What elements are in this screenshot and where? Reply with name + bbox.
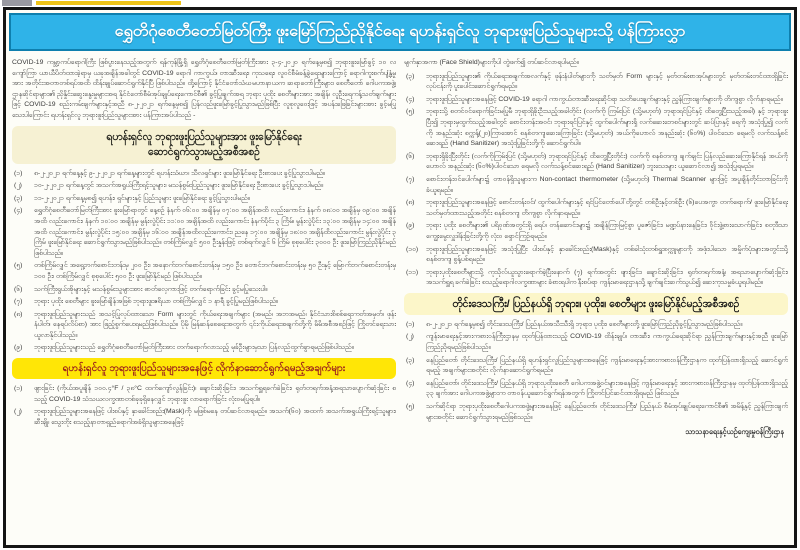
notice-page — [3, 7, 797, 548]
section-header-regions-program: တိုင်းဒေသကြီး/ ပြည်နယ်ရှိ ဘုရား။ ပုထိုး။ စေတီများ ဖူးမြော်နိုင်မည့်အစီအစဉ် — [404, 293, 788, 315]
item-text: ဘုရားဖူးပြည်သူများအနေဖြင့် စောင်းတန်းဝင်/ ထွက်ပေါက်များနှင့် ရင်ပြင်တော်ပေါ်တို့တွင် တစ်ဦးနှင့်တစ်ဦး (၆)ပေအကွာ တက်ရောက်/ ဖူးမြော်နိုင်ရေး သတ်မှတ်ထားသည့်အတိုင်း စနစ်တကျ တိကျစွာ လိုက်နာရမည်။ — [426, 199, 788, 217]
content-columns — [6, 54, 794, 543]
list-item — [12, 384, 396, 405]
section-header-line1: ရဟန်းရှင်လူ ဘုရားဖူးပြည်သူများအား ဖူးမြော်နိုင်ရေး — [106, 130, 302, 143]
item-text: ဘုရားသို့ စတင်ဝင်ရောက်ခြင်းမပြုမီ ဘုရားရှိခိုးဦးသည့်အခါတိုင်း (လက်ကို ကြမ်းပြင် (သို့မဟုတ်) ဘုရားရင်ပြင်နှင့် ထိတွေ့ပြီးသည့်အခါ) နှင့် ဘုရားဖူးပြီး၍ ဘုရားမှထွက်သည့်အခါတွင် စောင်းတန်းအဝင်၊ ဘုရားရင်ပြင်နှင့် ထွက်ပေါက်များရှိ လက်ဆေးဘေစင်များတွင် ဆပ်ပြာနှင့် ရေကို အသုံးပြု၍ လက်ကို အနည်းဆုံး စက္ကန့်(၂၀)ကြာအောင် စနစ်တကျဆေးကြောခြင်း (သို့မဟုတ်) အယ်ကိုဟောလ် အနည်းဆုံး (၆၀%) ပါဝင်သော ရေမလို လက်သန့်စင်ဆေးရည် (Hand Sanitizer) အသုံးပြုခြင်းတို့ကို ဆောင်ရွက်ပါ။ — [426, 108, 788, 148]
item-number: (၆) — [14, 285, 23, 293]
list-item — [404, 245, 788, 266]
list-item — [404, 332, 788, 353]
item-number: (၅) — [406, 403, 415, 411]
list-item — [12, 343, 396, 354]
item-text: ကျန်းမာရေးနှင့်အားကစားဝန်ကြီးဌာနမှ ထုတ်ပြန်ထားသည့် COVID-19 ထိန်းချုပ်၊ တားဆီး၊ ကာကွယ်ရေးဆိုင်ရာ ညွှန်ကြားချက်များနှင့်အညီ ဖူးမြော်ကြည်ညိုရမည်ဖြစ်ပါသည်။ — [426, 333, 788, 352]
list-item — [12, 206, 396, 259]
item-text: သက်ဆိုင်ရာ ဘုရားပုထိုးစေတီဂေါပကအဖွဲ့များအနေဖြင့် နေပြည်တော်၊ တိုင်းဒေသကြီး/ ပြည်နယ် စီမံအုပ်ချုပ်ရေးကောင်စီ၏ အမိန့်နှင့် ညွှန်ကြားချက်များအတိုင်း ဆောင်ရွက်သွားရမည်ဖြစ်သည်။ — [426, 403, 788, 421]
item-number: (၈) — [14, 310, 23, 318]
list-item — [404, 175, 788, 196]
scan-top-artifacts — [0, 0, 800, 7]
item-text: ၈-၂-၂၀၂၁ ရက်နေ့မှစ၍ တိုင်းဒေသကြီး/ ပြည်နယ်အသီးသီးရှိ ဘုရား၊ ပုထိုး၊ စေတီများတို့ ဖူးမြော်ကြည်ညိုခွင့်ပြုသွားမည်ဖြစ်ပါသည်။ — [426, 320, 743, 328]
scan-artifact-yellow-line — [36, 1, 181, 5]
continuation-text: မျက်နှာအကာ (Face Shield)များကိုပါ တွဲဖက်၍ တပ်ဆင်လာရပါမည်။ — [404, 59, 579, 66]
item-text: ဘုရားပုထိုးစေတီများသို့ ကုသိုလ်ယူသွားရောက်ခဲ့ပြီးနောက် (၇) ရက်အတွင်း ဖျားခြင်း၊ ချောင်းဆိုးခြင်း၊ ရုတ်တရက်အနံ့၊ အရသာပျောက်ဆုံးခြင်း၊ အသက်ရှူရ ခက်ခဲခြင်း စသည့်ရောဂါလက္ခဏာများ ခံစားရပါက နီးစပ်ရာ ကျန်းမာရေးဌာနသို့ ချက်ချင်းဆက်သွယ်၍ ဆေးကုသမှုခံယူရပါမည်။ — [426, 268, 788, 287]
item-text: ဘုရားဖူးပြည်သူများအနေဖြင့် အသုံးပြုပြီး ပါးစပ်နှင့် နှာခေါင်းစည်း(Mask)နှင့် တစ်ခါသုံးတစ်ရှူးစက္ကူများကို အဖုံးပါသော အမှိုက်ပုံးများအတွင်းသို့ စနစ်တကျ စွန့်ပစ်ရမည်။ — [426, 245, 788, 264]
item-text: သက်ကြီးရွယ်အိုများနှင့် မသန်စွမ်းသူများအား ဓာတ်လှေကားဖြင့် တက်ရောက်ခြင်း ခွင့်မပြုသေးပါ။ — [34, 285, 268, 293]
item-number: (၃) — [406, 356, 415, 364]
item-number: (၈) — [406, 199, 415, 207]
list-item — [12, 261, 396, 282]
item-number: (၇) — [406, 175, 415, 183]
list-item — [404, 152, 788, 173]
list-item — [404, 379, 788, 400]
item-number: (၁၁) — [406, 268, 419, 276]
list-item — [12, 181, 396, 192]
item-text: ဘုရားဖူးပြည်သူများအနေဖြင့် ပါးစပ်နှင့် နှာခေါင်းစည်း(Mask)ကို မဖြစ်မနေ တပ်ဆင်လာရမည်။ အသက်(၆၀) အထက် အသက်အရွယ်ကြီးရင့်သူများ၊ ဆီးချို၊ သွေးတိုး စသည့်နာတာရှည်ရောဂါအခံရှိသူများအနေဖြင့် — [34, 408, 396, 426]
item-number: (၄) — [14, 207, 23, 215]
item-text: ဘုရားဖူးပြည်သူများအနေဖြင့် COVID-19 ရောဂါ ကာကွယ်တားဆီးရေးဆိုင်ရာ သတိပေးချက်များနှင့် ညွှန်ကြားချက်များကို တိကျစွာ လိုက်နာရမည်။ — [426, 95, 783, 103]
list-item — [404, 72, 788, 93]
item-number: (၁) — [14, 169, 23, 177]
item-number: (၃) — [406, 72, 415, 80]
item-number: (၅) — [14, 262, 23, 270]
list-item — [12, 407, 396, 428]
item-text: ဖျားခြင်း (ကိုယ်အပူချိန် ၁၀၀.၄°F / ၃၈°C ထက်ကျော်လွန်ခြင်း)၊ ချောင်းဆိုးခြင်း၊ အသက်ရှူရခက်ခဲခြင်း၊ ရုတ်တရက်အနံ့အရသာပျောက်ဆုံးခြင်း စသည့် COVID-19 သံသယလက္ခဏာတစ်ခုခုရှိနေလျှင် ဘုရားဖူး လာရောက်ခြင်း လုံးဝမပြုရပါ။ — [34, 385, 396, 403]
list-item — [404, 402, 788, 423]
list-item — [12, 194, 396, 205]
item-number: (၅) — [406, 108, 415, 116]
list-item — [12, 169, 396, 180]
list-item — [404, 198, 788, 219]
item-number: (၁) — [406, 320, 415, 328]
intro-paragraph: COVID-19 ကမ္ဘာ့ကပ်ရောဂါကြီး ဖြစ်ပွားနေသည့်အတွက် ရန်ကုန်မြို့ရှိ ရွှေတိဂုံစေတီတော်မြတ်ကြီးအား ၃-၄-၂၀၂၀ ရက်နေ့မှစ၍ ဘုရားဖူးမြော်ခွင့် ၁၀ လကျော်ကြာ ယာယီပိတ်ထားခဲ့ရာမှ ယခုအချိန်အခါတွင် COVID-19 ရောဂါ ကာကွယ်၊ တားဆီးရေး၊ ကုသရေး၊ လူဝင်စီမံခန့်ခွဲရေးများကြောင့် ရောဂါကူးစက်ပျံ့နှံ့မှုအား အတိုင်းအတာတစ်ရပ်အထိ ထိန်းချုပ်ဆောင်ရွက်နိုင်ပြီ ဖြစ်ပါသည်။ ထို့ကြောင့် နိုင်ငံတော်သံဃမဟာနာယက ဆရာတော်ကြီးများ၊ စေတီတော် ဂေါပကအဖွဲ့၊ ဌာနဆိုင်ရာများ၏ ညှိနှိုင်းဆွေးနွေးမှုများအရ နိုင်ငံတော်စီမံအုပ်ချုပ်ရေးကောင်စီ၏ ခွင့်ပြုချက်အရ ဘုရား ပုထိုး စေတီများအား အချိန်၊ လူဦးရေကန့်သတ်ချက်များဖြင့် COVID-19 စည်းကမ်းချက်များနှင့်အညီ ၈-၂-၂၀၂၁ ရက်နေ့မှစ၍ ပြန်လည်ဖူးမြော်ခွင့်ပြုသွားမည်ဖြစ်ပြီး လူစုလူဝေးဖြင့် အပန်းဖြေခြင်းများအား ခွင့်မပြုသေးပါကြောင်း ရဟန်းရှင်လူ ဘုရားဖူးပြည်သူများအား ပန်ကြားအပ်ပါသည် - — [12, 59, 396, 119]
item-number: (၃) — [14, 194, 23, 202]
left-column — [12, 58, 396, 543]
item-text: စောင်းတန်းဝင်ပေါက်များ၌ တာဝန်ရှိသူများက Non-contact thermometer (သို့မဟုတ်) Thermal Scanner များဖြင့် အပူချိန်တိုင်းတာခြင်းကို ခံယူရမည်။ — [426, 175, 788, 194]
item-text: ၈-၂-၂၀၂၁ ရက်နေ့နှင့် ၉-၂-၂၀၂၁ ရက်နေ့များတွင် ရဟန်းသံဃာ၊ သီလရှင်များ ဖူးမြော်နိုင်ရေး ဦးစားပေး ခွင့်ပြုသွားပါမည်။ — [34, 169, 326, 177]
list-item — [404, 268, 788, 289]
list-item — [404, 107, 788, 149]
list-item — [404, 95, 788, 106]
item-number: (၄) — [406, 379, 415, 387]
item-text: ဘုရားဖူးပြည်သူများသည် ရွှေတိဂုံစေတီတော်မြတ်ကြီးအား တက်ရောက်လာသည့် မုခ်ဦးများမှသာ ပြန်လည်ထွက်ခွာရမည်ဖြစ်ပါသည်။ — [34, 344, 354, 352]
item-number: (၄) — [406, 95, 415, 103]
item-number: (၂) — [14, 408, 22, 416]
item-text: တစ်ကြိမ်လျှင် အရှေ့ဘက်စောင်းတန်းမှ ၂၀၀ ဦး၊ အနောက်ဘက်စောင်းတန်းမှ ၁၅၀ ဦး၊ တောင်ဘက်စောင်းတန်းမှ ၅၀ ဦးနှင့် မြောက်ဘက်စောင်းတန်းမှ ၁၀၀ ဦး၊ တစ်ကြိမ်လျှင် စုစုပေါင်း ၅၀၀ ဦး ဖူးမြော်နိုင်မည် ဖြစ်ပါသည်။ — [34, 262, 396, 280]
list-item — [404, 221, 788, 242]
list-item — [404, 320, 788, 331]
list-item — [404, 356, 788, 377]
item-number: (၆) — [406, 152, 415, 160]
item-number: (၁) — [14, 385, 23, 393]
section-header-line2: ဆောင်ရွက်သွားမည့်အစီအစဉ် — [147, 145, 261, 158]
item-text: ၁၀-၂-၂၀၂၁ ရက်နေ့တွင် အသက်အရွယ်ကြီးရင့်သူများ၊ မသန်စွမ်းပြည်သူများ ဖူးမြော်နိုင်ရေး ဦးစားပေး ခွင့်ပြုသွားပါမည်။ — [34, 182, 324, 190]
item-number: (၇) — [14, 298, 23, 306]
item-text: ဘုရား ပုထိုး စေတီများ ဖူးမြော်ချိန်အဖြစ် ဘုရားဖူးဧရိယာ တစ်ကြိမ်လျှင် ၁ နာရီ ခွင့်ပြုမည်ဖြစ်ပါသည်။ — [34, 298, 279, 306]
list-item — [12, 310, 396, 342]
item-text: ဘုရားဖူးပြည်သူများသည် အသင့်ပြုလုပ်ထားသော Form များတွင် ကိုယ်ရေးအချက်များ (အမည်၊ အဘအမည်၊ နိုင်ငံသားစိစစ်ရေးကတ်အမှတ်၊ ဖုန်းနံပါတ်၊ နေရပ်လိပ်စာ) အား ဖြည့်စွက်ပေးရမည်ဖြစ်ပါသည်။ ပိုမို မြန်ဆန်စေရေးအတွက် ၎င်းကိုယ်ရေးအချက်တို့ကို မိမိအစီအစဉ်ဖြင့် ကြိုတင်ရေးသားယူလာနိုင်ပါသည်။ — [34, 310, 396, 339]
item-text: ဘုရားဖူးပြည်သူများ၏ ကိုယ်ရေးအချက်အလက်နှင့် ဖုန်းနံပါတ်များကို သတ်မှတ် Form များနှင့် မှတ်တမ်းစာအုပ်များတွင် မှတ်တမ်းတင်ထားရှိခြင်းလုပ်ငန်းကို ပူးပေါင်းဆောင်ရွက်ရမည်။ — [426, 72, 788, 91]
item-number: (၂) — [406, 333, 414, 341]
page-title-banner: ရွှေတိဂုံစေတီတော်မြတ်ကြီး ဖူးမြော်ကြည်ညိုနိုင်ရေး ရဟန်းရှင်လူ ဘုရားဖူးပြည်သူများသို့ ပန်ကြားလွှာ — [9, 13, 791, 51]
item-text: ဘုရားရှိခိုးပြီးတိုင်း (လက်ကိုကြမ်းပြင် (သို့မဟုတ်) ဘုရားရင်ပြင်နှင့် ထိတွေ့ပြီးတိုင်း) လက်ကို စနစ်တကျ ချက်ချင်း ပြန်လည်ဆေးကြောနိုင်ရန် အယ်ကိုဟောလ် အနည်းဆုံး (၆၀%)ပါဝင်သော ရေမလို လက်သန့်စင်ဆေးရည် (Hand Sanitizer) ဘူးသေးများ ယူဆောင်လာ၍ အသုံးပြုရမည်။ — [426, 152, 788, 171]
item-text: ဘုရား ပုထိုး စေတီများ၏ ပရိဝုဏ်အတွင်းရှိ ရေပ်၊ တန်ဆောင်းများ၌ အချိန်ကြာမြင့်စွာ ပူဇော်ခြင်း၊ မဏ္ဍပ်နားနေခြင်း၊ ဝိုင်းဖွဲ့စားသောက်ခြင်း၊ စတုဒီသာ ကျွေးမွေးလှူဒါန်းခြင်းတို့ကို လုံးဝ ရှောင်ကြဉ်ရမည်။ — [426, 222, 788, 240]
item-number: (၁၀) — [406, 245, 419, 253]
section-header-visit-program — [12, 126, 396, 164]
item-text: နေပြည်တော် တိုင်းဒေသကြီး/ ပြည်နယ်ရှိ ရဟန်းရှင်လူပြည်သူများအနေဖြင့် ကျန်းမာရေးနှင့်အားကစားဝန်ကြီးဌာနက ထုတ်ပြန်ထားရှိသည့် ဆောင်ရွက်ရမည့် အချက်များအတိုင်း လိုက်နာဆောင်ရွက်ရမည်။ — [426, 356, 788, 375]
item-number: (၉) — [14, 344, 23, 352]
list-item — [12, 285, 396, 296]
right-column — [404, 58, 788, 543]
list-item — [12, 297, 396, 308]
ministry-signature: သာသနာရေးနှင့်ယဉ်ကျေးမှုဝန်ကြီးဌာန — [685, 427, 784, 437]
item-text: ၁၁-၂-၂၀၂၁ ရက်နေ့မှစ၍ ရဟန်း၊ ရှင်များနှင့် ပြည်သူများ ဖူးမြော်နိုင်ရေး ခွင့်ပြုသွားပါမည်။ — [34, 194, 250, 202]
item-number: (၂) — [14, 182, 22, 190]
item-number: (၉) — [406, 222, 415, 230]
item-text: ရွှေတိဂုံစေတီတော်မြတ်ကြီးအား ဖူးမြော်ရာတွင် နေ့စဉ် နံနက် ၀၆:၀၀ အချိန်မှ ၀၇:၀၀ အချိန်အထိ လည်းကောင်း၊ နံနက် ၀၈:၀၀ အချိန်မှ ၀၉:၀၀ အချိန်အထိ လည်းကောင်း၊ နံနက် ၁၀:၀၀ အချိန်မှ မွန်းလွဲပိုင်း ၁၁:၀၀ အချိန်အထိ လည်းကောင်း နံနက်ပိုင်း ၃ ကြိမ်၊ မွန်းလွဲပိုင်း ၁၃:၀၀ အချိန်မှ ၁၄:၀၀ အချိန်အထိ လည်းကောင်း၊ မွန်းလွဲပိုင်း ၁၅:၀၀ အချိန်မှ ၁၆:၀၀ အချိန်အထိလည်းကောင်း၊ ညနေ ၁၇:၀၀ အချိန်မှ ၁၈:၀၀ အချိန်ထိလည်းကောင်း မွန်းလွဲပိုင်း ၃ ကြိမ် ဖူးမြော်နိုင်ရေး ဆောင်ရွက်သွားမည်ဖြစ်ပါသည်။ တစ်ကြိမ်လျှင် ၅၀၀ ဦးနှုန်းဖြင့် တစ်ရက်လျှင် ၆ ကြိမ် စုစုပေါင်း ၃၀၀၀ ဦး ဖူးမြော်ကြည်ညိုနိုင်မည်ဖြစ်ပါသည်။ — [34, 207, 396, 257]
scan-artifact-gray-box — [2, 0, 32, 6]
item-text: နေပြည်တော်၊ တိုင်းဒေသကြီး/ ပြည်နယ်ရှိ ဘုရားပုထိုးစေတီ ဂေါပကအဖွဲ့ဝင်များအနေဖြင့် ကျန်းမာရေးနှင့် အားကစားဝန်ကြီးဌာနမှ ထုတ်ပြန်ထားရှိသည့် ၃၃ ချက်အား ဂေါပကအဖွဲ့များက တာဝန်ယူဆောင်ရွက်ရန်အတွက် ကြိုတင်ပြင်ဆင်ထားရှိရမည် ဖြစ်သည်။ — [426, 379, 788, 398]
section-header-rules-to-follow: ရဟန်းရှင်လူ ဘုရားဖူးပြည်သူများအနေဖြင့် လိုက်နာဆောင်ရွက်ရမည့်အချက်များ — [12, 358, 396, 379]
